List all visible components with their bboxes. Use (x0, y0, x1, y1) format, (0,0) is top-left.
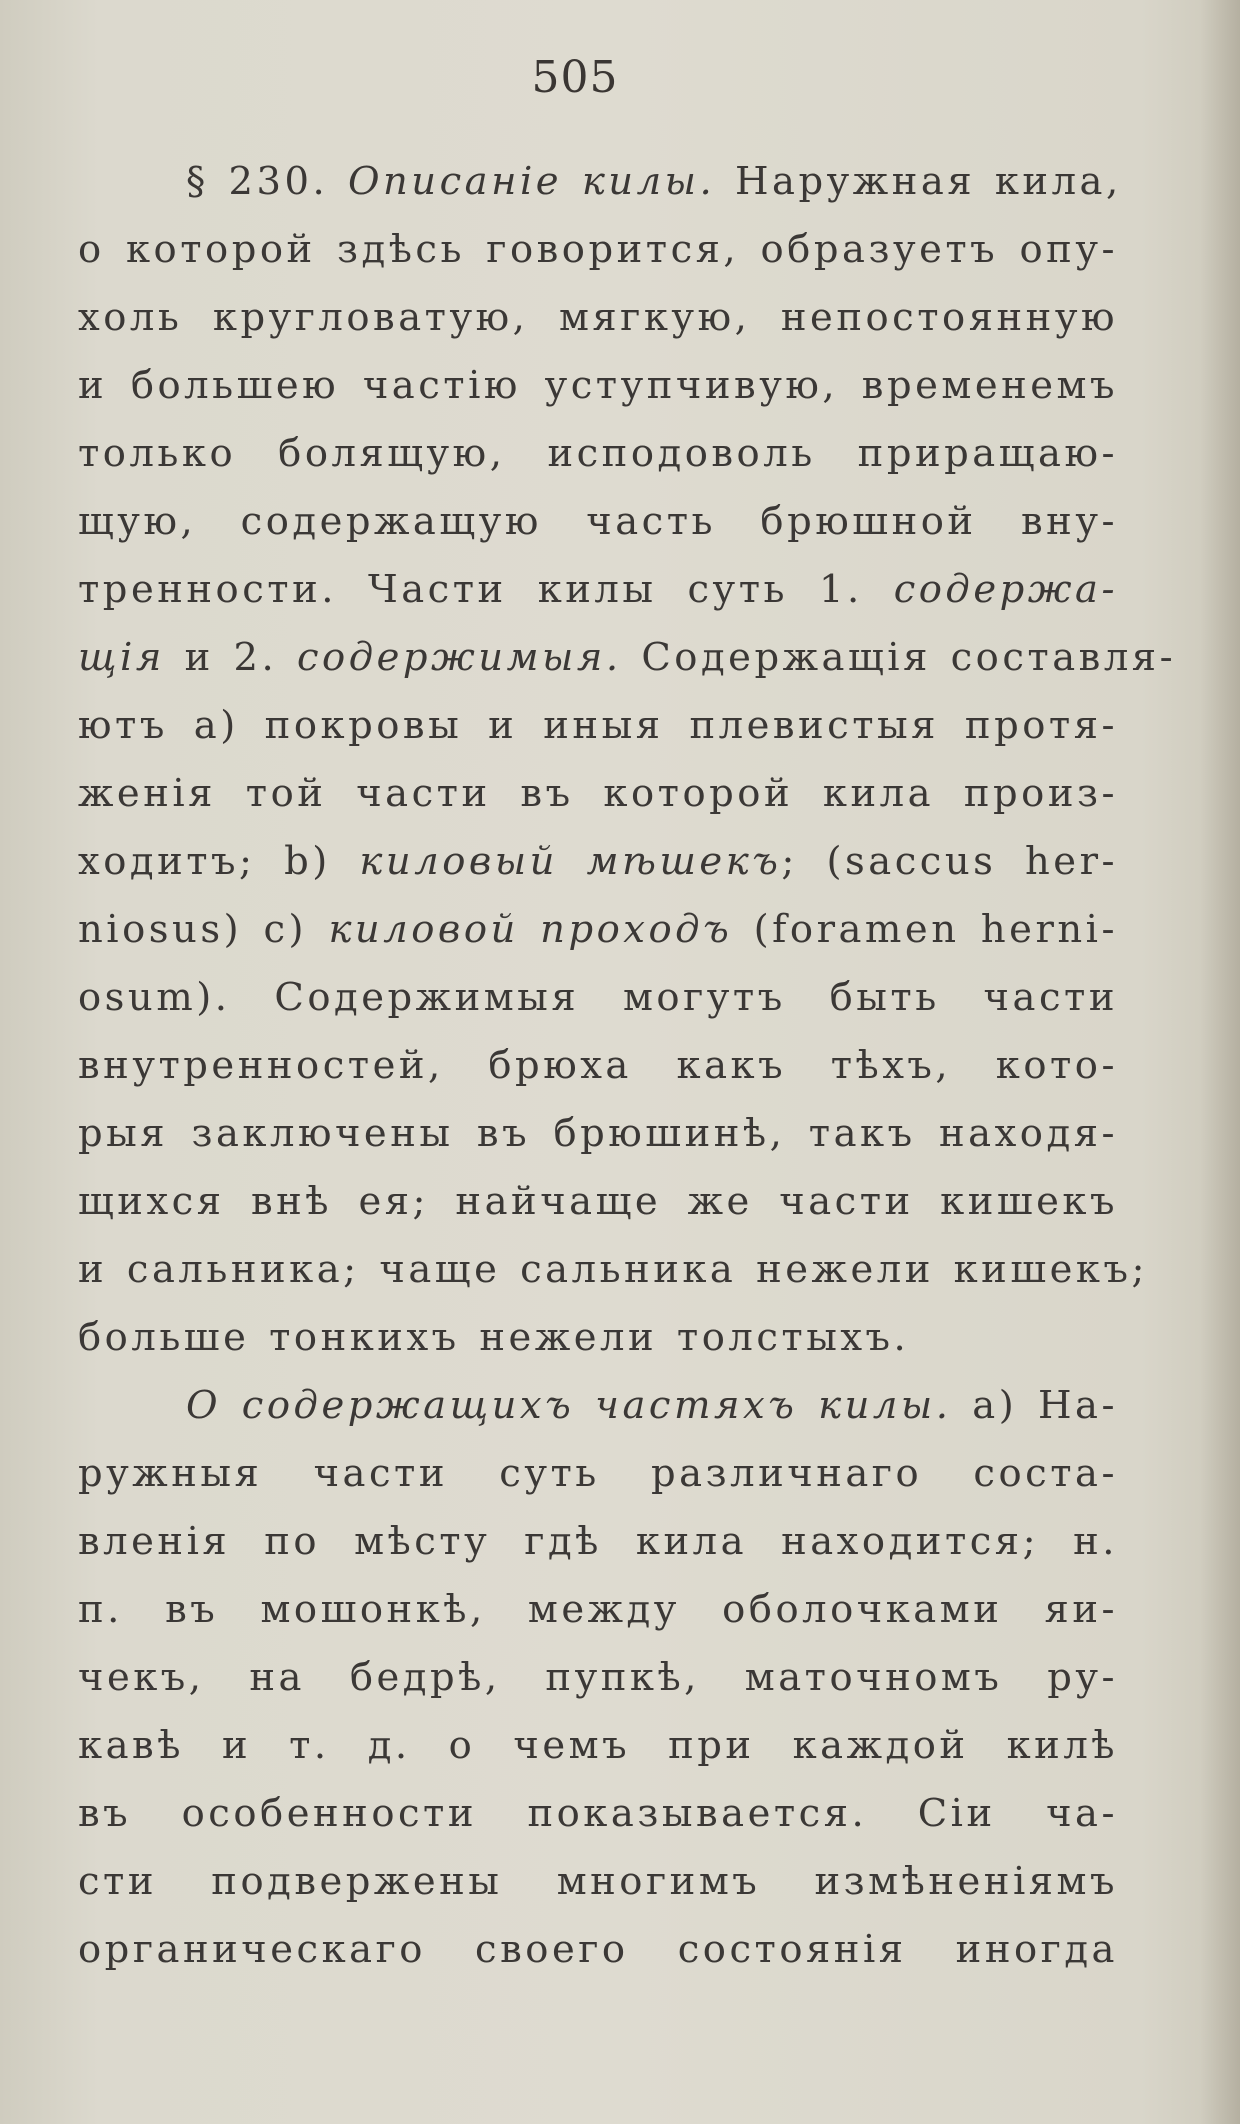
text-segment: § 230. (186, 159, 348, 204)
text-segment: ружныя части суть различнаго соста- (78, 1451, 1118, 1496)
italic-text: Описаніе килы. (347, 159, 716, 204)
text-segment: тренности. Части килы суть 1. (78, 567, 894, 612)
text-segment: внутренностей, брюха какъ тѣхъ, кото- (78, 1043, 1118, 1088)
text-line (78, 1168, 1118, 1236)
text-line (78, 964, 1118, 1032)
text-line (78, 284, 1118, 352)
text-segment: ютъ a) покровы и иныя плевистыя протя- (78, 703, 1118, 748)
text-segment: о которой здѣсь говорится, образуетъ опу- (78, 227, 1118, 272)
text-segment: п. въ мошонкѣ, между оболочками яи- (78, 1587, 1118, 1632)
text-segment: ходитъ; b) (78, 839, 360, 884)
text-segment: женія той части въ которой кила произ- (78, 771, 1118, 816)
text-line (78, 1440, 1118, 1508)
text-line (78, 760, 1118, 828)
text-line (78, 896, 1118, 964)
text-segment: a) На- (951, 1383, 1118, 1428)
text-line (78, 1916, 1118, 1984)
text-segment: и сальника; чаще сальника нежели кишекъ; (78, 1247, 1148, 1292)
text-line (78, 1644, 1118, 1712)
text-segment: кавѣ и т. д. о чемъ при каждой килѣ (78, 1723, 1118, 1768)
text-segment: (foramen herni- (732, 907, 1118, 952)
italic-text: киловый мѣшекъ (359, 839, 782, 884)
body-text (78, 148, 1177, 1984)
text-segment: и большею частію уступчивую, временемъ (78, 363, 1118, 408)
text-segment: сти подвержены многимъ измѣненіямъ (78, 1859, 1118, 1904)
page-number: 505 (531, 52, 619, 103)
text-line (78, 1780, 1118, 1848)
text-line (78, 216, 1118, 284)
text-line (78, 1236, 1148, 1304)
text-segment: ; (saccus her- (781, 839, 1118, 884)
text-segment: рыя заключены въ брюшинѣ, такъ находя- (78, 1111, 1118, 1156)
text-segment: niosus) c) (78, 907, 329, 952)
text-line (78, 692, 1118, 760)
text-segment: вленія по мѣсту гдѣ кила находится; н. (78, 1519, 1118, 1564)
text-line (78, 1848, 1118, 1916)
text-segment: Содержащія составля- (621, 635, 1177, 680)
text-line (78, 1032, 1118, 1100)
italic-text: содержимыя. (296, 635, 622, 680)
text-line (78, 1576, 1118, 1644)
text-line (78, 1508, 1118, 1576)
text-segment: чекъ, на бедрѣ, пупкѣ, маточномъ ру- (78, 1655, 1118, 1700)
text-segment: щую, содержащую часть брюшной вну- (78, 499, 1118, 544)
text-segment: больше тонкихъ нежели толстыхъ. (78, 1315, 910, 1360)
text-segment: органическаго своего состоянія иногда (78, 1927, 1118, 1972)
text-line (78, 148, 1122, 216)
text-segment: щихся внѣ ея; найчаще же части кишекъ (78, 1179, 1118, 1224)
text-segment: только болящую, исподоволь приращаю- (78, 431, 1118, 476)
text-line (78, 624, 1177, 692)
text-line (78, 1372, 1118, 1440)
text-segment: холь кругловатую, мягкую, непостоянную (78, 295, 1118, 340)
text-line (78, 352, 1118, 420)
text-line (78, 828, 1118, 896)
italic-text: содержа- (893, 567, 1118, 612)
text-line (78, 420, 1118, 488)
text-line (78, 556, 1118, 624)
text-segment: osum). Содержимыя могутъ быть части (78, 975, 1118, 1020)
italic-text: щія (78, 635, 165, 680)
text-segment: въ особенности показывается. Сіи ча- (78, 1791, 1118, 1836)
italic-text: киловой проходъ (328, 907, 733, 952)
italic-text: О содержащихъ частяхъ килы. (186, 1383, 952, 1428)
text-line (78, 488, 1118, 556)
text-line (78, 1304, 1118, 1372)
text-line (78, 1100, 1118, 1168)
text-segment: и 2. (164, 635, 297, 680)
text-line (78, 1712, 1118, 1780)
page-edge-shadow (1200, 0, 1240, 2124)
text-segment: Наружная кила, (715, 159, 1122, 204)
